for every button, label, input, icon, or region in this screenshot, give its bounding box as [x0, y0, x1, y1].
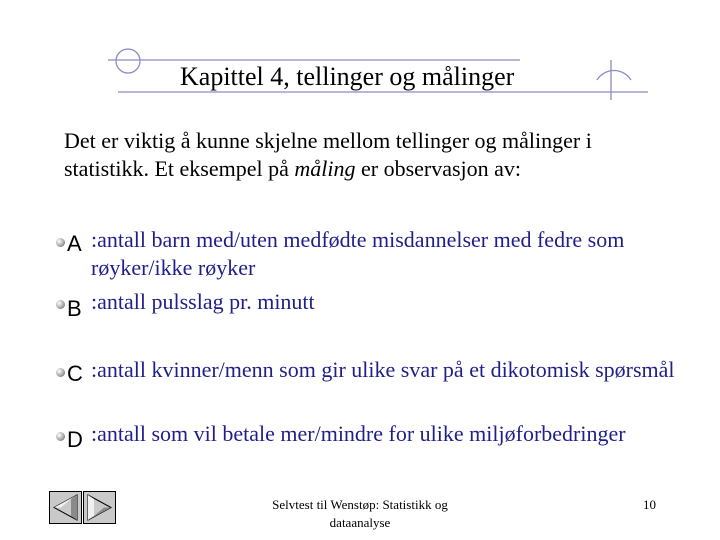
bullet-icon [56, 368, 65, 377]
footer-caption [240, 496, 480, 532]
intro-text-start: Det er viktig å kunne skjelne mellom tellinger og målinger i statistikk. Et eksempel på [64, 128, 592, 181]
option-text: :antall pulsslag pr. minutt [91, 289, 315, 314]
next-slide-icon [84, 492, 115, 523]
option-letter: B [67, 296, 82, 321]
previous-slide-icon [50, 492, 81, 523]
decor-circle-left [116, 49, 140, 73]
option-letter: C [67, 361, 83, 386]
option-text: :antall kvinner/menn som gir ulike svar på et dikotomisk spørsmål [91, 357, 675, 382]
slide-title: Kapittel 4, tellinger og målinger [180, 62, 515, 91]
footer-caption-line2: dataanalyse [329, 515, 391, 530]
decor-arc-right [597, 71, 631, 80]
footer-caption-line1: Selvtest til Wenstøp: Statistikk og [272, 497, 448, 512]
intro-text-end: er observasjon av: [355, 156, 522, 181]
option-text: :antall barn med/uten medfødte misdannelser med fedre som røyker/ikke røyker [91, 227, 625, 280]
option-letter: D [67, 427, 83, 452]
bullet-icon [56, 300, 65, 309]
next-slide-button[interactable] [83, 491, 116, 524]
option-letter: A [67, 231, 82, 256]
intro-emphasis: måling [294, 156, 356, 181]
bullet-icon [56, 238, 65, 247]
bullet-icon [56, 432, 65, 441]
slide-intro [64, 127, 664, 183]
page-number: 10 [643, 497, 656, 512]
previous-slide-button[interactable] [49, 491, 82, 524]
slide-navigation [49, 491, 116, 524]
option-text: :antall som vil betale mer/mindre for ulike miljøforbedringer [91, 421, 626, 446]
